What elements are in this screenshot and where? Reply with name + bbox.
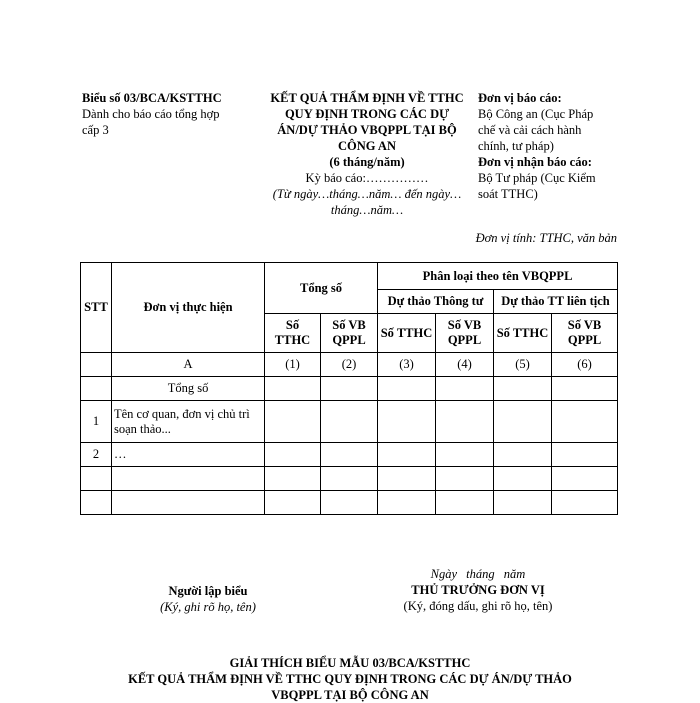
column-header: Số TTHC — [494, 314, 552, 353]
total-group-header: Tổng số — [265, 263, 378, 314]
reporter-line: Bộ Công an (Cục Pháp — [478, 107, 594, 121]
index-cell: (1) — [265, 353, 321, 377]
form-note: cấp 3 — [82, 123, 109, 137]
date-range: tháng…năm… — [330, 203, 404, 217]
explanation-line: KẾT QUẢ THẨM ĐỊNH VỀ TTHC QUY ĐỊNH TRONG CÁC DỰ ÁN/DỰ THẢO — [128, 672, 572, 686]
table-row — [81, 443, 618, 467]
table-row — [81, 401, 618, 443]
reporter-line: chế và cải cách hành — [478, 123, 582, 137]
date-range: (Từ ngày…tháng…năm… đến ngày… — [272, 187, 462, 201]
joint-circular-subgroup-header: Dự thảo TT liên tịch — [494, 290, 618, 314]
column-header: Số TTHC — [265, 314, 321, 353]
head-note: (Ký, đóng dấu, ghi rõ họ, tên) — [403, 599, 553, 613]
reporting-units — [478, 90, 628, 202]
explanation-heading — [60, 655, 640, 703]
report-title-line: CÔNG AN — [338, 139, 396, 153]
column-header: Số VB QPPL — [552, 314, 618, 353]
index-cell: A — [112, 353, 265, 377]
index-cell: (6) — [552, 353, 618, 377]
receiver-line: Bộ Tư pháp (Cục Kiểm — [478, 171, 596, 185]
signature-date: Ngày tháng năm — [430, 567, 526, 581]
explanation-line: GIẢI THÍCH BIỂU MẪU 03/BCA/KSTTHC — [229, 656, 471, 670]
report-title-line: ÁN/DỰ THẢO VBQPPL TẠI BỘ — [277, 123, 457, 137]
classify-group-header: Phân loại theo tên VBQPPL — [378, 263, 618, 290]
row-stt: 2 — [81, 443, 112, 467]
report-title-line: KẾT QUẢ THẨM ĐỊNH VỀ TTHC — [270, 91, 464, 105]
column-header: Số VB QPPL — [436, 314, 494, 353]
index-row — [81, 353, 618, 377]
index-cell: (3) — [378, 353, 436, 377]
form-note: Dành cho báo cáo tổng hợp — [82, 107, 220, 121]
maker-title: Người lập biểu — [168, 584, 248, 598]
form-info — [82, 90, 252, 138]
maker-signature — [118, 583, 298, 615]
table-row — [81, 491, 618, 515]
head-title: THỦ TRƯỞNG ĐƠN VỊ — [411, 583, 545, 597]
head-signature — [368, 566, 588, 614]
index-cell: (2) — [321, 353, 378, 377]
row-unit: … — [112, 443, 265, 467]
circular-subgroup-header: Dự thảo Thông tư — [378, 290, 494, 314]
row-unit: Tên cơ quan, đơn vị chủ trì soạn thảo... — [112, 401, 265, 443]
form-code: Biểu số 03/BCA/KSTTHC — [82, 91, 222, 105]
reporter-line: chính, tư pháp) — [478, 139, 554, 153]
row-stt: 1 — [81, 401, 112, 443]
receiver-line: soát TTHC) — [478, 187, 538, 201]
unit-header: Đơn vị thực hiện — [112, 263, 265, 353]
report-title-block — [256, 90, 478, 218]
reporter-label: Đơn vị báo cáo: — [478, 91, 562, 105]
report-period: Kỳ báo cáo:…………… — [305, 171, 429, 185]
receiver-label: Đơn vị nhận báo cáo: — [478, 155, 592, 169]
report-title-line: QUY ĐỊNH TRONG CÁC DỰ — [284, 107, 450, 121]
table-row — [81, 467, 618, 491]
maker-note: (Ký, ghi rõ họ, tên) — [160, 600, 256, 614]
column-header: Số VB QPPL — [321, 314, 378, 353]
index-cell: (4) — [436, 353, 494, 377]
unit-of-measure: Đơn vị tính: TTHC, văn bản — [475, 231, 617, 245]
stt-header: STT — [81, 263, 112, 353]
total-row-label: Tổng số — [112, 377, 265, 401]
results-table — [80, 262, 618, 515]
column-header: Số TTHC — [378, 314, 436, 353]
index-cell — [81, 353, 112, 377]
period-note: (6 tháng/năm) — [329, 155, 405, 169]
total-row — [81, 377, 618, 401]
explanation-line: VBQPPL TẠI BỘ CÔNG AN — [271, 688, 429, 702]
index-cell: (5) — [494, 353, 552, 377]
